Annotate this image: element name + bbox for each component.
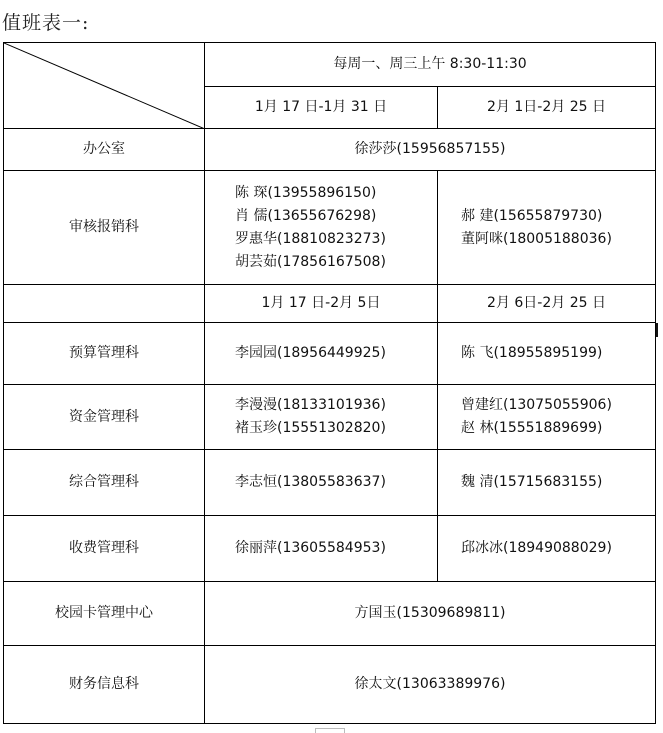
office-duty-cell: 徐莎莎(15956857155) [205, 129, 656, 171]
table-row [4, 323, 656, 385]
fees-duty-b-cell [438, 516, 656, 582]
staff-entry: 褚玉珍(15551302820) [235, 420, 386, 436]
staff-entry: 陈 琛(13955896150) [235, 184, 377, 201]
shift-time-cell: 每周一、周三上午 8:30-11:30 [205, 43, 656, 87]
general-duty-b-cell [438, 450, 656, 516]
dept-audit: 审核报销科 [4, 171, 205, 285]
staff-entry: 李漫漫(18133101936) [235, 397, 386, 413]
staff-entry: 李志恒(13805583637) [235, 474, 386, 490]
dept-campus-card: 校园卡管理中心 [4, 582, 205, 646]
period-a2-cell: 2月 1日-2月 25 日 [438, 87, 656, 129]
text-cursor-mark [656, 323, 658, 337]
table-row [4, 516, 656, 582]
duty-schedule-table [3, 42, 656, 724]
staff-entry: 陈 飞(18955895199) [461, 345, 603, 361]
table-row [4, 646, 656, 724]
staff-entry: 邱冰冰(18949088029) [461, 540, 612, 556]
dept-budget: 预算管理科 [4, 323, 205, 385]
staff-entry: 胡芸茹(17856167508) [235, 253, 386, 270]
dept-general: 综合管理科 [4, 450, 205, 516]
staff-entry: 郝 建(15655879730) [461, 207, 603, 224]
general-duty-a-cell [205, 450, 438, 516]
fees-duty-a-cell [205, 516, 438, 582]
audit-duty-b-cell [438, 171, 656, 285]
funds-duty-b-cell [438, 385, 656, 450]
staff-entry: 赵 林(15551889699) [461, 420, 603, 436]
document-title: 值班表一: [2, 12, 90, 34]
dept-office: 办公室 [4, 129, 205, 171]
staff-entry: 肖 儒(13655676298) [235, 207, 377, 224]
dept-info: 财务信息科 [4, 646, 205, 724]
table-row [4, 582, 656, 646]
staff-entry: 魏 清(15715683155) [461, 474, 603, 490]
table-row [4, 129, 656, 171]
budget-duty-a-cell [205, 323, 438, 385]
table-row [4, 385, 656, 450]
table-row [4, 450, 656, 516]
staff-entry: 李园园(18956449925) [235, 345, 386, 361]
period-b1-cell: 1月 17 日-2月 5日 [205, 285, 438, 323]
period-a1-cell: 1月 17 日-1月 31 日 [205, 87, 438, 129]
budget-duty-b-cell [438, 323, 656, 385]
dept-fees: 收费管理科 [4, 516, 205, 582]
staff-entry: 徐丽萍(13605584953) [235, 540, 386, 556]
campus-card-duty-cell: 方国玉(15309689811) [205, 582, 656, 646]
info-duty-cell: 徐太文(13063389976) [205, 646, 656, 724]
table-header-row [4, 43, 656, 87]
staff-entry: 董阿咪(18005188036) [461, 230, 612, 247]
period-b2-cell: 2月 6日-2月 25 日 [438, 285, 656, 323]
page-footer-mark [315, 728, 345, 733]
audit-duty-a-cell [205, 171, 438, 285]
staff-entry: 罗惠华(18810823273) [235, 230, 386, 247]
empty-cell [4, 285, 205, 323]
diagonal-line-icon [4, 43, 205, 129]
table-row [4, 171, 656, 285]
dept-funds: 资金管理科 [4, 385, 205, 450]
diagonal-header-cell [4, 43, 205, 129]
table-header-row [4, 285, 656, 323]
staff-entry: 曾建红(13075055906) [461, 397, 612, 413]
funds-duty-a-cell [205, 385, 438, 450]
